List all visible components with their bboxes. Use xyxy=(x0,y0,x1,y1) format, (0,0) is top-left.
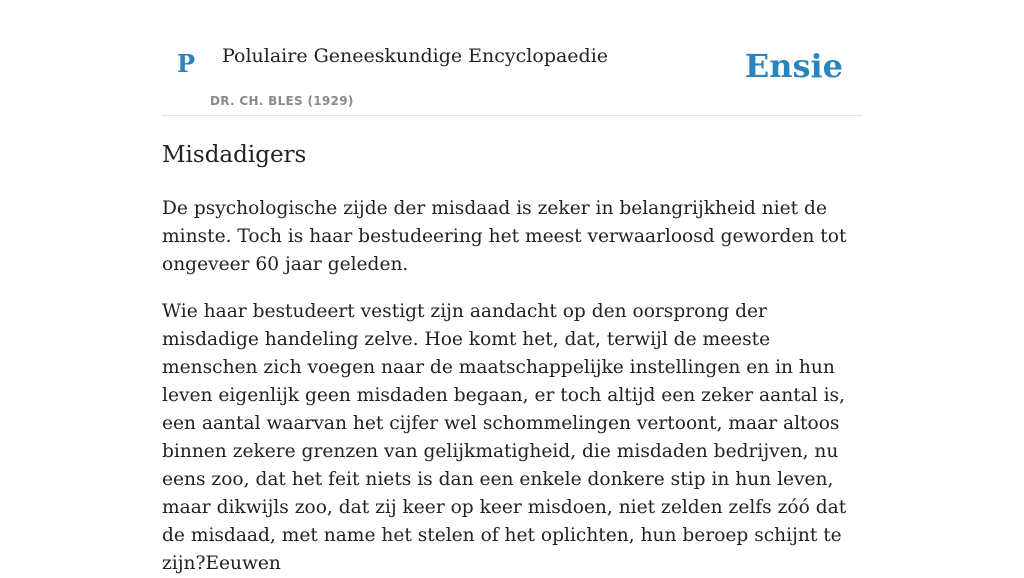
article-paragraph: Wie haar bestudeert vestigt zijn aandacht op den oorsprong der misdadige handeling zelve. Hoe komt het, dat, terwijl de meeste menschen zich voegen naar de maatschappelijke instellingen en in hun leven eigenlijk geen misdaden begaan, er toch altijd een zeker aantal is, een aantal waarvan het cijfer wel schommelingen vertoont, maar altoos binnen zekere grenzen van gelijkmatigheid, die misdaden bedrijven, nu eens zoo, dat het feit niets is dan een enkele donkere stip in hun leven, maar dikwijls zoo, dat zij keer op keer misdoen, niet zelden zelfs zóó dat de misdaad, met name het stelen of het oplichten, hun beroep schijnt te zijn?Eeuwen xyxy=(162,301,847,574)
article-body xyxy=(162,195,862,578)
page xyxy=(162,0,862,578)
article-title: Misdadigers xyxy=(162,142,307,168)
article-paragraph: De psychologische zijde der misdaad is zeker in belangrijkheid niet de minste. Toch is haar bestudeering het meest verwaarloosd geworden tot ongeveer 60 jaar geleden. xyxy=(162,198,847,275)
book-title[interactable]: Polulaire Geneeskundige Encyclopaedie xyxy=(222,45,609,67)
header xyxy=(162,0,862,116)
brand-logo[interactable]: Ensie xyxy=(744,47,843,85)
book-author: DR. CH. BLES (1929) xyxy=(210,94,354,108)
book-logo[interactable]: P xyxy=(177,49,196,78)
